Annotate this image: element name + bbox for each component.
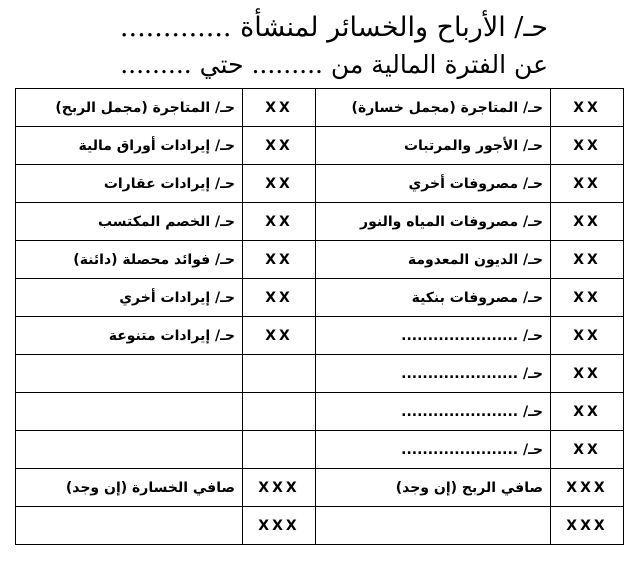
debit-amount: XX	[551, 317, 624, 355]
ledger-row	[16, 203, 624, 241]
credit-account-label: حـ/ إيرادات أخري	[16, 279, 243, 317]
debit-amount: XX	[551, 165, 624, 203]
credit-account-label: حـ/ فوائد محصلة (دائنة)	[16, 241, 243, 279]
debit-account-label: حـ/ الأجور والمرتبات	[316, 127, 551, 165]
debit-amount: XX	[551, 127, 624, 165]
period-subtitle: عن الفترة المالية من ......... حتي .........	[120, 50, 548, 79]
credit-amount: XX	[243, 241, 316, 279]
ledger-row	[16, 317, 624, 355]
credit-amount: XX	[243, 165, 316, 203]
debit-account-label: حـ/ ......................	[316, 431, 551, 469]
credit-account-label: حـ/ إيرادات متنوعة	[16, 317, 243, 355]
net-profit-amount: XXX	[551, 469, 624, 507]
credit-amount	[243, 355, 316, 393]
credit-amount: XX	[243, 203, 316, 241]
ledger-row	[16, 431, 624, 469]
credit-account-label: حـ/ المتاجرة (مجمل الربح)	[16, 89, 243, 127]
credit-amount: XX	[243, 317, 316, 355]
credit-account-label: حـ/ إيرادات عقارات	[16, 165, 243, 203]
credit-amount	[243, 393, 316, 431]
ledger-row	[16, 393, 624, 431]
profit-loss-ledger	[15, 88, 624, 545]
debit-account-label: حـ/ ......................	[316, 317, 551, 355]
ledger-row	[16, 355, 624, 393]
credit-amount: XX	[243, 127, 316, 165]
debit-amount: XX	[551, 393, 624, 431]
credit-account-label	[16, 355, 243, 393]
credit-total: XXX	[243, 507, 316, 545]
ledger-row	[16, 127, 624, 165]
ledger-row	[16, 241, 624, 279]
account-title: حـ/ الأرباح والخسائر لمنشأة .............	[119, 12, 548, 43]
debit-account-label: حـ/ مصروفات بنكية	[316, 279, 551, 317]
ledger-row	[16, 89, 624, 127]
credit-amount	[243, 431, 316, 469]
debit-amount: XX	[551, 279, 624, 317]
net-loss-amount: XXX	[243, 469, 316, 507]
credit-amount: XX	[243, 89, 316, 127]
debit-total: XXX	[551, 507, 624, 545]
credit-account-label	[16, 393, 243, 431]
debit-amount: XX	[551, 355, 624, 393]
ledger-row	[16, 165, 624, 203]
debit-amount: XX	[551, 431, 624, 469]
credit-account-label: حـ/ الخصم المكتسب	[16, 203, 243, 241]
totals-spacer	[316, 507, 551, 545]
net-profit-label: صافي الربح (إن وجد)	[316, 469, 551, 507]
credit-account-label	[16, 431, 243, 469]
debit-account-label: حـ/ المتاجرة (مجمل خسارة)	[316, 89, 551, 127]
debit-amount: XX	[551, 241, 624, 279]
credit-account-label: حـ/ إيرادات أوراق مالية	[16, 127, 243, 165]
net-loss-label: صافي الخسارة (إن وجد)	[16, 469, 243, 507]
debit-account-label: حـ/ مصروفات المياه والنور	[316, 203, 551, 241]
credit-amount: XX	[243, 279, 316, 317]
net-result-row	[16, 469, 624, 507]
debit-account-label: حـ/ ......................	[316, 355, 551, 393]
debit-account-label: حـ/ ......................	[316, 393, 551, 431]
totals-row	[16, 507, 624, 545]
ledger-row	[16, 279, 624, 317]
debit-account-label: حـ/ الديون المعدومة	[316, 241, 551, 279]
totals-spacer	[16, 507, 243, 545]
debit-amount: XX	[551, 203, 624, 241]
ledger-body	[16, 89, 624, 545]
debit-amount: XX	[551, 89, 624, 127]
debit-account-label: حـ/ مصروفات أخري	[316, 165, 551, 203]
